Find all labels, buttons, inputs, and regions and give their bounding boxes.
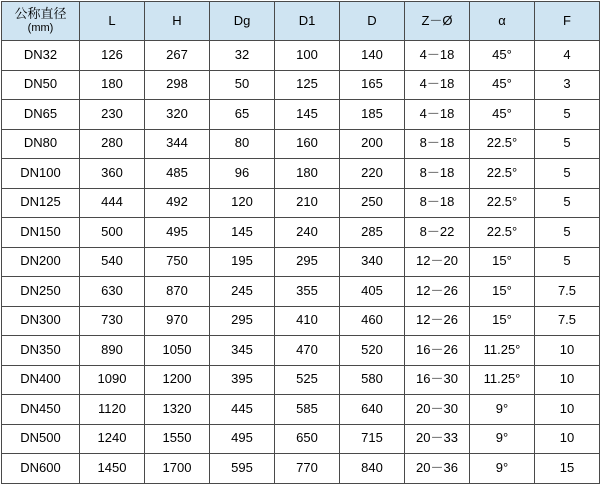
cell-value: 195 <box>210 247 275 277</box>
cell-value: 22.5° <box>470 159 535 189</box>
cell-value: 320 <box>145 100 210 130</box>
header-row <box>2 2 600 41</box>
cell-value: 245 <box>210 277 275 307</box>
cell-value: 460 <box>340 306 405 336</box>
table-header <box>2 2 600 41</box>
cell-nominal-diameter: DN200 <box>2 247 80 277</box>
cell-value: 4－18 <box>405 41 470 71</box>
cell-value: 10 <box>535 424 600 454</box>
cell-value: 395 <box>210 365 275 395</box>
cell-value: 250 <box>340 188 405 218</box>
cell-value: 16－26 <box>405 336 470 366</box>
cell-value: 410 <box>275 306 340 336</box>
cell-nominal-diameter: DN600 <box>2 454 80 484</box>
cell-value: 1450 <box>80 454 145 484</box>
cell-value: 160 <box>275 129 340 159</box>
cell-value: 5 <box>535 218 600 248</box>
table-row <box>2 188 600 218</box>
cell-value: 15° <box>470 306 535 336</box>
cell-nominal-diameter: DN400 <box>2 365 80 395</box>
cell-value: 495 <box>210 424 275 454</box>
cell-value: 22.5° <box>470 129 535 159</box>
cell-value: 10 <box>535 395 600 425</box>
table-row <box>2 247 600 277</box>
cell-value: 20－33 <box>405 424 470 454</box>
cell-value: 32 <box>210 41 275 71</box>
column-header-dg: Dg <box>210 2 275 41</box>
cell-value: 180 <box>80 70 145 100</box>
cell-value: 585 <box>275 395 340 425</box>
table-row <box>2 100 600 130</box>
cell-value: 280 <box>80 129 145 159</box>
cell-value: 715 <box>340 424 405 454</box>
cell-value: 7.5 <box>535 277 600 307</box>
cell-value: 525 <box>275 365 340 395</box>
cell-value: 230 <box>80 100 145 130</box>
cell-value: 345 <box>210 336 275 366</box>
cell-value: 470 <box>275 336 340 366</box>
table-row <box>2 129 600 159</box>
table-row <box>2 424 600 454</box>
cell-value: 11.25° <box>470 336 535 366</box>
cell-value: 12－26 <box>405 306 470 336</box>
cell-value: 640 <box>340 395 405 425</box>
cell-nominal-diameter: DN350 <box>2 336 80 366</box>
cell-value: 120 <box>210 188 275 218</box>
column-header-nominal-diameter-unit: (mm) <box>27 22 54 35</box>
cell-value: 485 <box>145 159 210 189</box>
table-row <box>2 365 600 395</box>
cell-value: 4 <box>535 41 600 71</box>
cell-value: 145 <box>275 100 340 130</box>
cell-value: 1120 <box>80 395 145 425</box>
cell-value: 344 <box>145 129 210 159</box>
cell-value: 20－36 <box>405 454 470 484</box>
cell-value: 5 <box>535 159 600 189</box>
cell-value: 1200 <box>145 365 210 395</box>
cell-value: 360 <box>80 159 145 189</box>
cell-value: 9° <box>470 424 535 454</box>
column-header-nominal-diameter-label: 公称直径 <box>14 6 67 22</box>
cell-value: 22.5° <box>470 218 535 248</box>
cell-nominal-diameter: DN50 <box>2 70 80 100</box>
cell-value: 444 <box>80 188 145 218</box>
cell-value: 180 <box>275 159 340 189</box>
cell-value: 1550 <box>145 424 210 454</box>
cell-value: 126 <box>80 41 145 71</box>
cell-nominal-diameter: DN300 <box>2 306 80 336</box>
cell-value: 890 <box>80 336 145 366</box>
cell-value: 100 <box>275 41 340 71</box>
cell-value: 145 <box>210 218 275 248</box>
cell-value: 210 <box>275 188 340 218</box>
table-row <box>2 159 600 189</box>
column-header-alpha: α <box>470 2 535 41</box>
cell-value: 650 <box>275 424 340 454</box>
table-body <box>2 41 600 484</box>
cell-value: 500 <box>80 218 145 248</box>
cell-value: 10 <box>535 365 600 395</box>
cell-value: 140 <box>340 41 405 71</box>
cell-value: 540 <box>80 247 145 277</box>
cell-value: 1320 <box>145 395 210 425</box>
dimension-spec-table <box>1 1 600 484</box>
cell-value: 16－30 <box>405 365 470 395</box>
cell-value: 595 <box>210 454 275 484</box>
cell-value: 8－18 <box>405 129 470 159</box>
cell-value: 970 <box>145 306 210 336</box>
cell-value: 492 <box>145 188 210 218</box>
cell-value: 5 <box>535 247 600 277</box>
cell-value: 1090 <box>80 365 145 395</box>
cell-value: 200 <box>340 129 405 159</box>
cell-value: 65 <box>210 100 275 130</box>
cell-value: 45° <box>470 70 535 100</box>
cell-value: 5 <box>535 100 600 130</box>
cell-value: 240 <box>275 218 340 248</box>
column-header-l: L <box>80 2 145 41</box>
cell-value: 580 <box>340 365 405 395</box>
cell-value: 8－22 <box>405 218 470 248</box>
cell-value: 870 <box>145 277 210 307</box>
cell-value: 15° <box>470 247 535 277</box>
cell-nominal-diameter: DN250 <box>2 277 80 307</box>
column-header-nominal-diameter <box>2 2 80 41</box>
cell-nominal-diameter: DN65 <box>2 100 80 130</box>
table-row <box>2 70 600 100</box>
cell-value: 45° <box>470 100 535 130</box>
cell-value: 5 <box>535 188 600 218</box>
cell-nominal-diameter: DN150 <box>2 218 80 248</box>
cell-value: 445 <box>210 395 275 425</box>
cell-value: 96 <box>210 159 275 189</box>
cell-value: 840 <box>340 454 405 484</box>
cell-value: 11.25° <box>470 365 535 395</box>
table-row <box>2 336 600 366</box>
cell-value: 495 <box>145 218 210 248</box>
cell-value: 295 <box>210 306 275 336</box>
cell-value: 50 <box>210 70 275 100</box>
column-header-d: D <box>340 2 405 41</box>
column-header-d1: D1 <box>275 2 340 41</box>
cell-value: 125 <box>275 70 340 100</box>
cell-value: 520 <box>340 336 405 366</box>
cell-value: 4－18 <box>405 70 470 100</box>
cell-value: 1050 <box>145 336 210 366</box>
cell-value: 8－18 <box>405 188 470 218</box>
cell-value: 267 <box>145 41 210 71</box>
cell-nominal-diameter: DN125 <box>2 188 80 218</box>
cell-value: 355 <box>275 277 340 307</box>
column-header-h: H <box>145 2 210 41</box>
cell-value: 10 <box>535 336 600 366</box>
cell-value: 45° <box>470 41 535 71</box>
cell-value: 630 <box>80 277 145 307</box>
table-row <box>2 277 600 307</box>
cell-nominal-diameter: DN450 <box>2 395 80 425</box>
cell-nominal-diameter: DN100 <box>2 159 80 189</box>
cell-value: 285 <box>340 218 405 248</box>
cell-value: 7.5 <box>535 306 600 336</box>
cell-value: 9° <box>470 395 535 425</box>
cell-value: 12－20 <box>405 247 470 277</box>
cell-value: 5 <box>535 129 600 159</box>
table-row <box>2 218 600 248</box>
cell-value: 770 <box>275 454 340 484</box>
cell-value: 20－30 <box>405 395 470 425</box>
cell-value: 1240 <box>80 424 145 454</box>
cell-value: 750 <box>145 247 210 277</box>
table-row <box>2 306 600 336</box>
cell-nominal-diameter: DN500 <box>2 424 80 454</box>
cell-value: 3 <box>535 70 600 100</box>
cell-value: 8－18 <box>405 159 470 189</box>
cell-value: 295 <box>275 247 340 277</box>
column-header-z-phi: Z－Ø <box>405 2 470 41</box>
cell-value: 340 <box>340 247 405 277</box>
cell-value: 9° <box>470 454 535 484</box>
cell-value: 15 <box>535 454 600 484</box>
cell-value: 165 <box>340 70 405 100</box>
cell-value: 22.5° <box>470 188 535 218</box>
cell-value: 220 <box>340 159 405 189</box>
cell-value: 80 <box>210 129 275 159</box>
cell-value: 12－26 <box>405 277 470 307</box>
cell-value: 298 <box>145 70 210 100</box>
cell-value: 405 <box>340 277 405 307</box>
cell-value: 4－18 <box>405 100 470 130</box>
cell-value: 1700 <box>145 454 210 484</box>
cell-nominal-diameter: DN32 <box>2 41 80 71</box>
table-row <box>2 395 600 425</box>
table-row <box>2 41 600 71</box>
cell-value: 730 <box>80 306 145 336</box>
cell-value: 15° <box>470 277 535 307</box>
cell-nominal-diameter: DN80 <box>2 129 80 159</box>
cell-value: 185 <box>340 100 405 130</box>
table-row <box>2 454 600 484</box>
column-header-f: F <box>535 2 600 41</box>
